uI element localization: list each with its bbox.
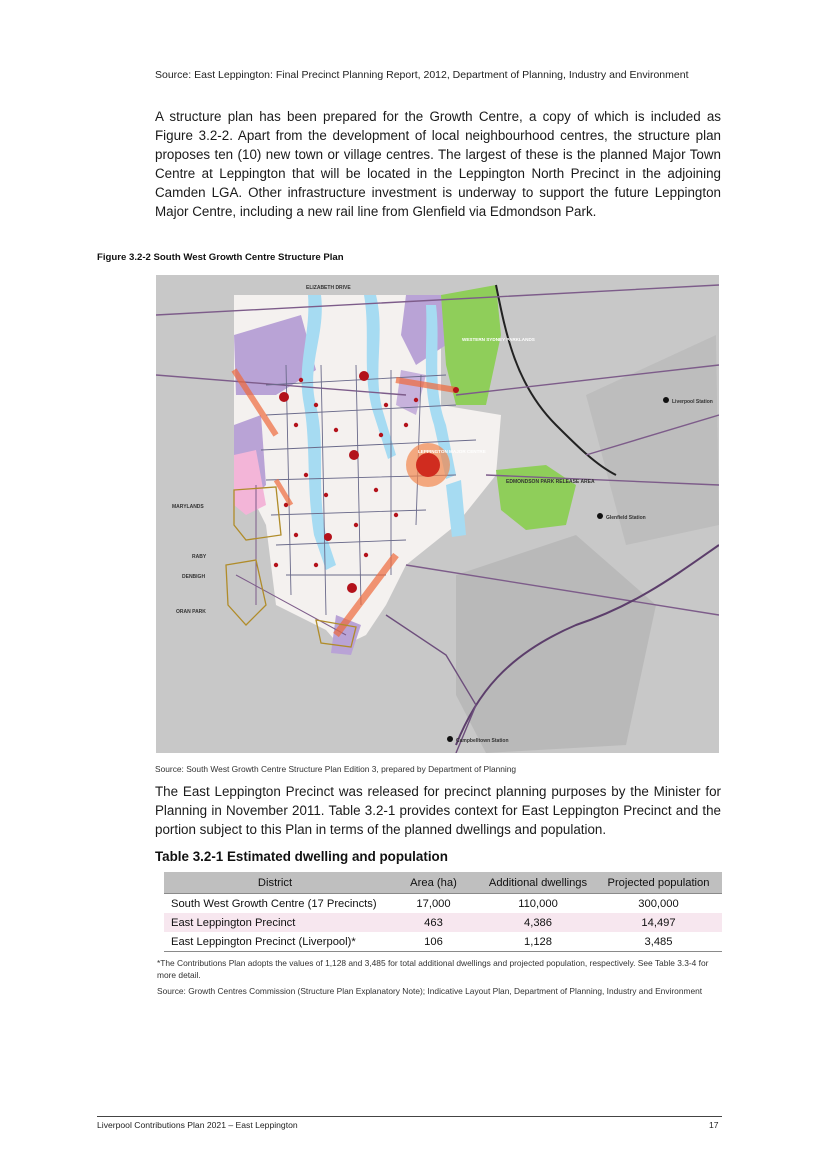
source-note-top: Source: East Leppington: Final Precinct Planning Report, 2012, Department of Planning, Industry and Environment [155,69,689,81]
map-label-denbigh: DENBIGH [182,574,206,580]
map-label-campbelltown-station: Campbelltown Station [456,738,509,744]
map-label-raby: RABY [192,554,207,560]
map-label-glenfield-station: Glenfield Station [606,515,646,521]
cell-district: East Leppington Precinct [164,913,386,932]
footer-divider [97,1116,722,1117]
map-label-oran-park: ORAN PARK [176,609,206,615]
cell-area: 106 [386,932,481,952]
dwelling-population-table [164,872,722,952]
map-label-western-sydney-parklands: WESTERN SYDNEY PARKLANDS [462,337,535,342]
cell-dwellings: 1,128 [481,932,595,952]
cell-population: 300,000 [638,897,679,910]
table-row [164,932,722,952]
cell-population: 14,497 [595,913,722,932]
table-title: Table 3.2-1 Estimated dwelling and population [155,849,448,864]
map-label-marylands: MARYLANDS [172,504,204,510]
col-header-population: Projected population [595,872,722,894]
cell-area: 463 [386,913,481,932]
map-label-liverpool-station: Liverpool Station [672,399,713,405]
figure-source: Source: South West Growth Centre Structure Plan Edition 3, prepared by Department of Planning [155,764,517,774]
cell-district: East Leppington Precinct (Liverpool)* [164,932,386,952]
footer-title: Liverpool Contributions Plan 2021 – East Leppington [97,1120,298,1130]
structure-plan-map [156,275,719,753]
page-number: 17 [709,1120,719,1130]
table-row [164,894,722,914]
cell-area: 17,000 [416,897,451,910]
figure-title: Figure 3.2-2 South West Growth Centre Structure Plan [97,252,344,263]
cell-dwellings: 4,386 [481,913,595,932]
map-label-elizabeth-drive: ELIZABETH DRIVE [306,285,351,291]
map-label-edmondson-park: EDMONDSON PARK RELEASE AREA [506,479,595,485]
col-header-dwellings: Additional dwellings [481,872,595,894]
col-header-area: Area (ha) [386,872,481,894]
cell-dwellings: 110,000 [518,897,558,910]
cell-population: 3,485 [595,932,722,952]
table-row [164,913,722,932]
table-header-row [164,872,722,894]
table-footnote: *The Contributions Plan adopts the values of 1,128 and 3,485 for total additional dwellings and projected population, respectively. See Table 3.3-4 for more detail. [157,958,709,980]
intro-paragraph: A structure plan has been prepared for the Growth Centre, a copy of which is included as Figure 3.2-2. Apart from the development of local neighbourhood centres, the structure plan proposes ten (10) new town or village centres. The largest of these is the planned Major Town Centre at Leppington that will be located in the Leppington North Precinct in the adjoining Camden LGA. Other infrastructure investment is underway to support the future Leppington Major Centre, including a new rail line from Glenfield via Edmondson Park. [155,109,721,219]
col-header-district: District [164,872,386,894]
precinct-paragraph: The East Leppington Precinct was released for precinct planning purposes by the Minister for Planning in November 2011. Table 3.2-1 provides context for East Leppington Precinct and the portion subject to this Plan in terms of the planned dwellings and population. [155,784,721,837]
table-source: Source: Growth Centres Commission (Structure Plan Explanatory Note); Indicative Layout Plan, Department of Planning, Industry and Environment [157,986,703,996]
cell-district: South West Growth Centre (17 Precincts) [171,897,377,910]
map-label-leppington-major-centre: LEPPINGTON MAJOR CENTRE [418,449,486,454]
